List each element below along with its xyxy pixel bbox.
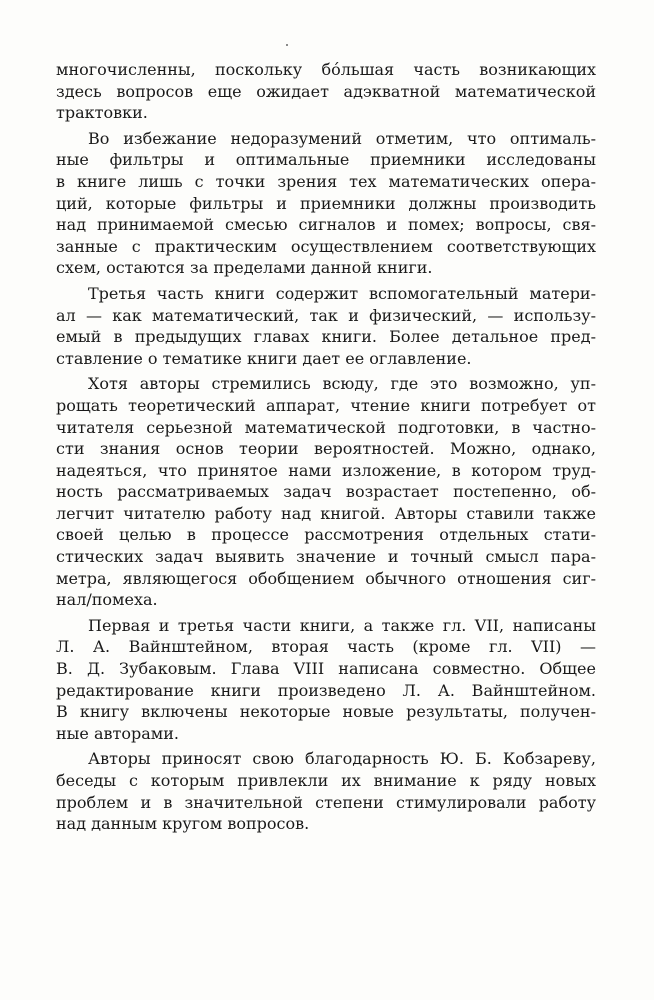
paragraph-4 xyxy=(56,373,596,611)
text-line: многочисленны, поскольку бо́льшая часть возникающих xyxy=(56,60,596,79)
text-line: в книге лишь с точки зрения тех математических опера- xyxy=(56,171,596,191)
text-line: ные фильтры и оптимальные приемники исследованы xyxy=(56,150,596,170)
text-line: ность рассматриваемых задач возрастает постепенно, об- xyxy=(56,482,596,502)
text-line: В книгу включены некоторые новые результаты, получен- xyxy=(56,702,596,722)
text-line: нал/помеха. xyxy=(56,590,158,610)
text-line: Во избежание недоразумений отметим, что оптималь- xyxy=(88,128,596,148)
text-line: В. Д. Зубаковым. Глава VIII написана совместно. Общее xyxy=(56,659,596,679)
paragraph-1 xyxy=(56,59,596,124)
text-line: Авторы приносят свою благодарность Ю. Б. Кобзареву, xyxy=(88,749,596,769)
text-line: трактовки. xyxy=(56,103,148,123)
text-line: над принимаемой смесью сигналов и помех; вопросы, свя- xyxy=(56,215,596,235)
text-line: стических задач выявить значение и точный смысл пара- xyxy=(56,547,596,567)
print-speck xyxy=(286,44,288,46)
text-line: Хотя авторы стремились всюду, где это возможно, уп- xyxy=(88,374,596,394)
text-line: ставление о тематике книги дает ее оглавление. xyxy=(56,348,472,368)
text-line: проблем и в значительной степени стимулировали работу xyxy=(56,792,596,812)
paragraph-5 xyxy=(56,615,596,745)
text-line: над данным кругом вопросов. xyxy=(56,814,310,834)
text-line: занные с практическим осуществлением соответствующих xyxy=(56,236,596,256)
text-line: Л. А. Вайнштейном, вторая часть (кроме гл. VII) — xyxy=(56,637,596,657)
text-line: ные авторами. xyxy=(56,723,179,743)
text-line: метра, являющегося обобщением обычного отношения сиг- xyxy=(56,568,596,588)
text-line: схем, остаются за пределами данной книги. xyxy=(56,258,433,278)
text-line: рощать теоретический аппарат, чтение книги потребует от xyxy=(56,395,596,415)
paragraph-6 xyxy=(56,748,596,834)
text-line: ций, которые фильтры и приемники должны производить xyxy=(56,193,596,213)
paragraph-2 xyxy=(56,128,596,279)
text-line: читателя серьезной математической подготовки, в частно- xyxy=(56,417,596,437)
text-line: своей целью в процессе рассмотрения отдельных стати- xyxy=(56,525,596,545)
text-line: Первая и третья части книги, а также гл. VII, написаны xyxy=(88,615,596,635)
text-line: Третья часть книги содержит вспомогательный матери- xyxy=(88,283,596,303)
text-line: ал — как математический, так и физический, — использу- xyxy=(56,305,596,325)
text-line: сти знания основ теории вероятностей. Можно, однако, xyxy=(56,439,596,459)
paragraph-3 xyxy=(56,283,596,369)
text-line: беседы с которым привлекли их внимание к ряду новых xyxy=(56,771,596,790)
text-line: легчит читателю работу над книгой. Авторы ставили также xyxy=(56,503,596,523)
text-line: надеяться, что принятое нами изложение, в котором труд- xyxy=(56,460,596,480)
text-line: емый в предыдущих главах книги. Более детальное пред- xyxy=(56,327,596,347)
text-line: здесь вопросов еще ожидает адэкватной математической xyxy=(56,81,596,101)
page-text xyxy=(56,59,596,839)
text-line: редактирование книги произведено Л. А. Вайнштейном. xyxy=(56,680,596,700)
